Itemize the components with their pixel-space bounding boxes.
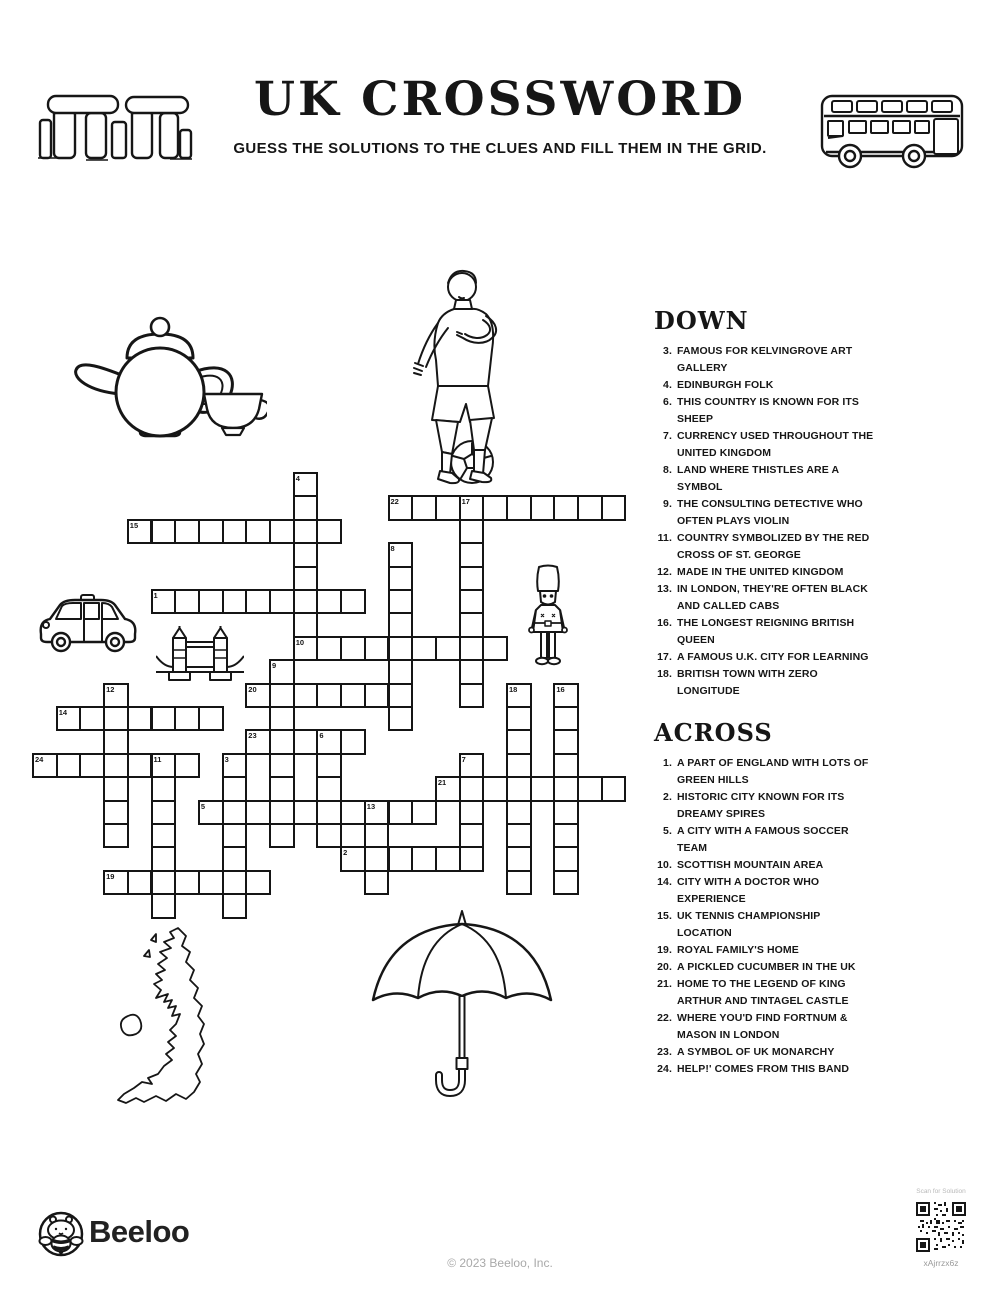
clue-item <box>654 908 876 942</box>
grid-cell[interactable] <box>32 753 58 778</box>
grid-cell[interactable] <box>459 495 485 520</box>
grid-cell[interactable] <box>364 800 390 825</box>
grid-cell[interactable] <box>198 706 224 731</box>
grid-cell[interactable] <box>459 846 485 871</box>
grid-cell[interactable] <box>553 846 579 871</box>
clue-text: MADE IN THE UNITED KINGDOM <box>677 566 844 578</box>
grid-cell[interactable] <box>340 800 366 825</box>
grid-cell[interactable] <box>103 706 129 731</box>
grid-cell[interactable] <box>269 823 295 848</box>
clue-text: THIS COUNTRY IS KNOWN FOR ITS SHEEP <box>677 396 859 425</box>
clue-text: A SYMBOL OF UK MONARCHY <box>677 1046 835 1058</box>
grid-cell[interactable] <box>435 495 461 520</box>
clue-number: 22. <box>657 1012 672 1024</box>
clue-text: SCOTTISH MOUNTAIN AREA <box>677 859 824 871</box>
grid-cell[interactable] <box>103 800 129 825</box>
grid-cell[interactable] <box>245 683 271 708</box>
qr-code <box>916 1202 966 1252</box>
grid-cell[interactable] <box>198 870 224 895</box>
copyright-text: © 2023 Beeloo, Inc. <box>447 1256 553 1270</box>
stonehenge-illustration <box>36 80 194 168</box>
grid-cell[interactable] <box>222 823 248 848</box>
grid-cell[interactable] <box>340 846 366 871</box>
cell-number: 3 <box>224 754 229 764</box>
grid-cell[interactable] <box>364 823 390 848</box>
across-clues-list <box>654 755 876 1078</box>
grid-cell[interactable] <box>127 519 153 544</box>
cell-number: 13 <box>366 801 376 811</box>
grid-cell[interactable] <box>411 846 437 871</box>
grid-cell[interactable] <box>506 729 532 754</box>
grid-cell[interactable] <box>553 683 579 708</box>
grid-cell[interactable] <box>245 870 271 895</box>
grid-cell[interactable] <box>103 823 129 848</box>
grid-cell[interactable] <box>316 753 342 778</box>
cell-number: 24 <box>35 754 44 764</box>
clue-item <box>654 789 876 823</box>
grid-cell[interactable] <box>103 776 129 801</box>
clue-number: 14. <box>657 876 672 888</box>
grid-cell[interactable] <box>269 659 295 684</box>
cell-number: 15 <box>129 520 139 530</box>
grid-cell[interactable] <box>293 589 319 614</box>
clue-number: 2. <box>663 791 672 803</box>
queens-guard-illustration <box>526 564 570 672</box>
clue-text: EDINBURGH FOLK <box>677 379 774 391</box>
grid-cell[interactable] <box>151 870 177 895</box>
grid-cell[interactable] <box>151 823 177 848</box>
grid-cell[interactable] <box>222 589 248 614</box>
clue-item <box>654 1061 876 1078</box>
cell-number: 20 <box>248 684 257 694</box>
clue-item <box>654 823 876 857</box>
cell-number: 6 <box>319 731 324 741</box>
grid-cell[interactable] <box>293 683 319 708</box>
grid-cell[interactable] <box>506 870 532 895</box>
clue-number: 20. <box>657 961 672 973</box>
clue-number: 7. <box>663 430 672 442</box>
cell-number: 11 <box>153 754 162 764</box>
grid-cell[interactable] <box>293 566 319 591</box>
taxi-illustration <box>33 592 143 654</box>
clue-number: 11. <box>657 532 672 544</box>
cell-number: 2 <box>343 848 348 858</box>
grid-cell[interactable] <box>316 636 342 661</box>
clue-text: BRITISH TOWN WITH ZERO LONGITUDE <box>677 668 818 697</box>
grid-cell[interactable] <box>482 776 508 801</box>
clue-number: 13. <box>657 583 672 595</box>
grid-cell[interactable] <box>388 706 414 731</box>
grid-cell[interactable] <box>459 566 485 591</box>
grid-cell[interactable] <box>506 800 532 825</box>
clue-item <box>654 942 876 959</box>
grid-cell[interactable] <box>553 870 579 895</box>
double-decker-bus-illustration <box>816 90 970 172</box>
qr-caption: Scan for Solution <box>916 1188 966 1195</box>
clue-number: 21. <box>657 978 672 990</box>
clue-text: ROYAL FAMILY'S HOME <box>677 944 799 956</box>
grid-cell[interactable] <box>553 800 579 825</box>
grid-cell[interactable] <box>459 776 485 801</box>
grid-cell[interactable] <box>151 706 177 731</box>
clue-text: UK TENNIS CHAMPIONSHIP LOCATION <box>677 910 821 939</box>
clue-text: A FAMOUS U.K. CITY FOR LEARNING <box>677 651 869 663</box>
grid-cell[interactable] <box>127 706 153 731</box>
grid-cell[interactable] <box>340 636 366 661</box>
grid-cell[interactable] <box>553 495 579 520</box>
grid-cell[interactable] <box>388 589 414 614</box>
cell-number: 19 <box>106 871 115 881</box>
clue-text: A PICKLED CUCUMBER IN THE UK <box>677 961 856 973</box>
grid-cell[interactable] <box>388 659 414 684</box>
page-title: UK CROSSWORD <box>253 72 746 127</box>
grid-cell[interactable] <box>56 706 82 731</box>
clue-number: 23. <box>657 1046 672 1058</box>
clue-text: A PART OF ENGLAND WITH LOTS OF GREEN HILLS <box>677 757 869 786</box>
grid-cell[interactable] <box>245 589 271 614</box>
grid-cell[interactable] <box>506 495 532 520</box>
grid-cell[interactable] <box>435 636 461 661</box>
grid-cell[interactable] <box>174 706 200 731</box>
down-clues-list <box>654 343 876 700</box>
grid-cell[interactable] <box>103 729 129 754</box>
grid-cell[interactable] <box>293 800 319 825</box>
cell-number: 9 <box>272 661 277 671</box>
grid-cell[interactable] <box>222 893 248 918</box>
grid-cell[interactable] <box>530 776 556 801</box>
grid-cell[interactable] <box>245 729 271 754</box>
grid-cell[interactable] <box>103 683 129 708</box>
clue-text: THE CONSULTING DETECTIVE WHO OFTEN PLAYS VIOLIN <box>677 498 863 527</box>
tower-bridge-illustration <box>156 626 244 682</box>
grid-cell[interactable] <box>340 683 366 708</box>
grid-cell[interactable] <box>269 729 295 754</box>
grid-cell[interactable] <box>388 566 414 591</box>
grid-cell[interactable] <box>269 683 295 708</box>
grid-cell[interactable] <box>482 636 508 661</box>
grid-cell[interactable] <box>222 870 248 895</box>
grid-cell[interactable] <box>316 519 342 544</box>
grid-cell[interactable] <box>459 636 485 661</box>
grid-cell[interactable] <box>340 589 366 614</box>
clue-number: 3. <box>663 345 672 357</box>
grid-cell[interactable] <box>316 823 342 848</box>
clue-item <box>654 976 876 1010</box>
clue-text: THE LONGEST REIGNING BRITISH QUEEN <box>677 617 855 646</box>
grid-cell[interactable] <box>151 776 177 801</box>
grid-cell[interactable] <box>388 636 414 661</box>
grid-cell[interactable] <box>293 729 319 754</box>
cell-number: 23 <box>248 731 257 741</box>
grid-cell[interactable] <box>340 729 366 754</box>
clue-number: 15. <box>657 910 672 922</box>
grid-cell[interactable] <box>388 542 414 567</box>
grid-cell[interactable] <box>269 800 295 825</box>
clue-number: 10. <box>657 859 672 871</box>
clue-item <box>654 377 876 394</box>
grid-cell[interactable] <box>553 706 579 731</box>
clue-text: HOME TO THE LEGEND OF KING ARTHUR AND TINTAGEL CASTLE <box>677 978 849 1007</box>
grid-cell[interactable] <box>435 776 461 801</box>
grid-cell[interactable] <box>364 683 390 708</box>
grid-cell[interactable] <box>293 636 319 661</box>
grid-cell[interactable] <box>198 519 224 544</box>
grid-cell[interactable] <box>506 776 532 801</box>
clue-text: HISTORIC CITY KNOWN FOR ITS DREAMY SPIRES <box>677 791 845 820</box>
beeloo-logo-icon <box>34 1210 88 1258</box>
grid-cell[interactable] <box>364 870 390 895</box>
clue-text: LAND WHERE THISTLES ARE A SYMBOL <box>677 464 839 493</box>
grid-cell[interactable] <box>411 800 437 825</box>
clue-number: 19. <box>657 944 672 956</box>
grid-cell[interactable] <box>364 636 390 661</box>
clue-item <box>654 959 876 976</box>
grid-cell[interactable] <box>459 659 485 684</box>
grid-cell[interactable] <box>198 800 224 825</box>
grid-cell[interactable] <box>269 519 295 544</box>
grid-cell[interactable] <box>293 519 319 544</box>
grid-cell[interactable] <box>316 800 342 825</box>
clue-item <box>654 496 876 530</box>
grid-cell[interactable] <box>151 800 177 825</box>
grid-cell[interactable] <box>56 753 82 778</box>
grid-cell[interactable] <box>553 729 579 754</box>
grid-cell[interactable] <box>388 612 414 637</box>
clue-text: WHERE YOU'D FIND FORTNUM & MASON IN LONDON <box>677 1012 848 1041</box>
grid-cell[interactable] <box>222 776 248 801</box>
cell-number: 18 <box>509 684 518 694</box>
grid-cell[interactable] <box>459 800 485 825</box>
clue-text: FAMOUS FOR KELVINGROVE ART GALLERY <box>677 345 853 374</box>
cell-number: 10 <box>295 637 305 647</box>
cell-number: 1 <box>153 591 158 600</box>
clue-item <box>654 343 876 377</box>
cell-number: 22 <box>390 497 399 507</box>
grid-cell[interactable] <box>316 589 342 614</box>
clue-item <box>654 428 876 462</box>
grid-cell[interactable] <box>459 589 485 614</box>
clue-item <box>654 564 876 581</box>
grid-cell[interactable] <box>293 472 319 497</box>
brand-name: Beeloo <box>89 1214 190 1249</box>
grid-cell[interactable] <box>435 846 461 871</box>
grid-cell[interactable] <box>151 846 177 871</box>
grid-cell[interactable] <box>388 495 414 520</box>
grid-cell[interactable] <box>79 706 105 731</box>
grid-cell[interactable] <box>293 495 319 520</box>
clue-number: 5. <box>663 825 672 837</box>
grid-cell[interactable] <box>269 706 295 731</box>
grid-cell[interactable] <box>482 495 508 520</box>
qr-code-id: xAjrrzx6z <box>923 1258 959 1268</box>
grid-cell[interactable] <box>316 729 342 754</box>
grid-cell[interactable] <box>459 753 485 778</box>
clues-panel <box>654 306 876 1078</box>
grid-cell[interactable] <box>553 776 579 801</box>
clue-number: 8. <box>663 464 672 476</box>
cell-number: 8 <box>390 544 395 554</box>
grid-cell[interactable] <box>459 612 485 637</box>
across-heading: ACROSS <box>654 718 773 747</box>
grid-cell[interactable] <box>151 519 177 544</box>
grid-cell[interactable] <box>577 776 603 801</box>
grid-cell[interactable] <box>577 495 603 520</box>
grid-cell[interactable] <box>222 800 248 825</box>
teapot-teacup-illustration <box>72 314 267 442</box>
clue-item <box>654 462 876 496</box>
grid-cell[interactable] <box>245 800 271 825</box>
grid-cell[interactable] <box>388 683 414 708</box>
uk-map-illustration <box>114 924 238 1110</box>
grid-cell[interactable] <box>151 589 177 614</box>
clue-number: 1. <box>663 757 672 769</box>
clue-item <box>654 394 876 428</box>
grid-cell[interactable] <box>269 589 295 614</box>
grid-cell[interactable] <box>364 846 390 871</box>
cell-number: 21 <box>437 778 447 788</box>
clue-number: 24. <box>657 1063 672 1075</box>
grid-cell[interactable] <box>530 495 556 520</box>
clue-text: COUNTRY SYMBOLIZED BY THE RED CROSS OF ST. GEORGE <box>677 532 870 561</box>
grid-cell[interactable] <box>316 683 342 708</box>
grid-cell[interactable] <box>411 636 437 661</box>
grid-cell[interactable] <box>174 870 200 895</box>
grid-cell[interactable] <box>293 612 319 637</box>
grid-cell[interactable] <box>459 683 485 708</box>
grid-cell[interactable] <box>459 823 485 848</box>
down-heading: DOWN <box>654 306 749 335</box>
grid-cell[interactable] <box>103 870 129 895</box>
clue-item <box>654 649 876 666</box>
grid-cell[interactable] <box>103 753 129 778</box>
page-subtitle: GUESS THE SOLUTIONS TO THE CLUES AND FILL THEM IN THE GRID. <box>233 140 767 157</box>
grid-cell[interactable] <box>553 823 579 848</box>
clue-item <box>654 874 876 908</box>
clue-number: 12. <box>657 566 672 578</box>
clue-item <box>654 666 876 700</box>
clue-item <box>654 615 876 649</box>
clue-number: 6. <box>663 396 672 408</box>
grid-cell[interactable] <box>293 542 319 567</box>
clue-text: HELP!' COMES FROM THIS BAND <box>677 1063 850 1075</box>
grid-cell[interactable] <box>601 776 627 801</box>
grid-cell[interactable] <box>411 495 437 520</box>
cell-number: 7 <box>461 754 466 764</box>
grid-cell[interactable] <box>459 519 485 544</box>
clue-number: 18. <box>657 668 672 680</box>
grid-cell[interactable] <box>174 519 200 544</box>
clue-item <box>654 1044 876 1061</box>
clue-text: A CITY WITH A FAMOUS SOCCER TEAM <box>677 825 849 854</box>
clue-number: 4. <box>663 379 672 391</box>
clue-item <box>654 581 876 615</box>
cell-number: 16 <box>556 684 565 694</box>
soccer-player-illustration <box>402 268 537 486</box>
grid-cell[interactable] <box>316 776 342 801</box>
grid-cell[interactable] <box>601 495 627 520</box>
clue-text: IN LONDON, THEY'RE OFTEN BLACK AND CALLED CABS <box>677 583 868 612</box>
cell-number: 4 <box>295 474 300 483</box>
grid-cell[interactable] <box>506 753 532 778</box>
grid-cell[interactable] <box>151 893 177 918</box>
grid-cell[interactable] <box>459 542 485 567</box>
grid-cell[interactable] <box>127 753 153 778</box>
grid-cell[interactable] <box>269 753 295 778</box>
clue-number: 9. <box>663 498 672 510</box>
grid-cell[interactable] <box>222 846 248 871</box>
grid-cell[interactable] <box>506 846 532 871</box>
clue-number: 16. <box>657 617 672 629</box>
cell-number: 12 <box>106 684 115 694</box>
grid-cell[interactable] <box>245 519 271 544</box>
grid-cell[interactable] <box>388 800 414 825</box>
grid-cell[interactable] <box>506 706 532 731</box>
cell-number: 5 <box>200 801 206 811</box>
grid-cell[interactable] <box>222 519 248 544</box>
grid-cell[interactable] <box>388 846 414 871</box>
grid-cell[interactable] <box>174 589 200 614</box>
cell-number: 17 <box>461 497 470 507</box>
clue-item <box>654 1010 876 1044</box>
grid-cell[interactable] <box>506 823 532 848</box>
grid-cell[interactable] <box>553 753 579 778</box>
grid-cell[interactable] <box>222 753 248 778</box>
clue-item <box>654 755 876 789</box>
grid-cell[interactable] <box>79 753 105 778</box>
clue-item <box>654 857 876 874</box>
grid-cell[interactable] <box>269 776 295 801</box>
cell-number: 14 <box>58 708 68 717</box>
grid-cell[interactable] <box>151 753 177 778</box>
grid-cell[interactable] <box>127 870 153 895</box>
clue-number: 17. <box>657 651 672 663</box>
umbrella-illustration <box>363 910 561 1102</box>
clue-item <box>654 530 876 564</box>
grid-cell[interactable] <box>174 753 200 778</box>
grid-cell[interactable] <box>198 589 224 614</box>
grid-cell[interactable] <box>506 683 532 708</box>
clue-text: CITY WITH A DOCTOR WHO EXPERIENCE <box>677 876 820 905</box>
clue-text: CURRENCY USED THROUGHOUT THE UNITED KINGDOM <box>677 430 874 459</box>
